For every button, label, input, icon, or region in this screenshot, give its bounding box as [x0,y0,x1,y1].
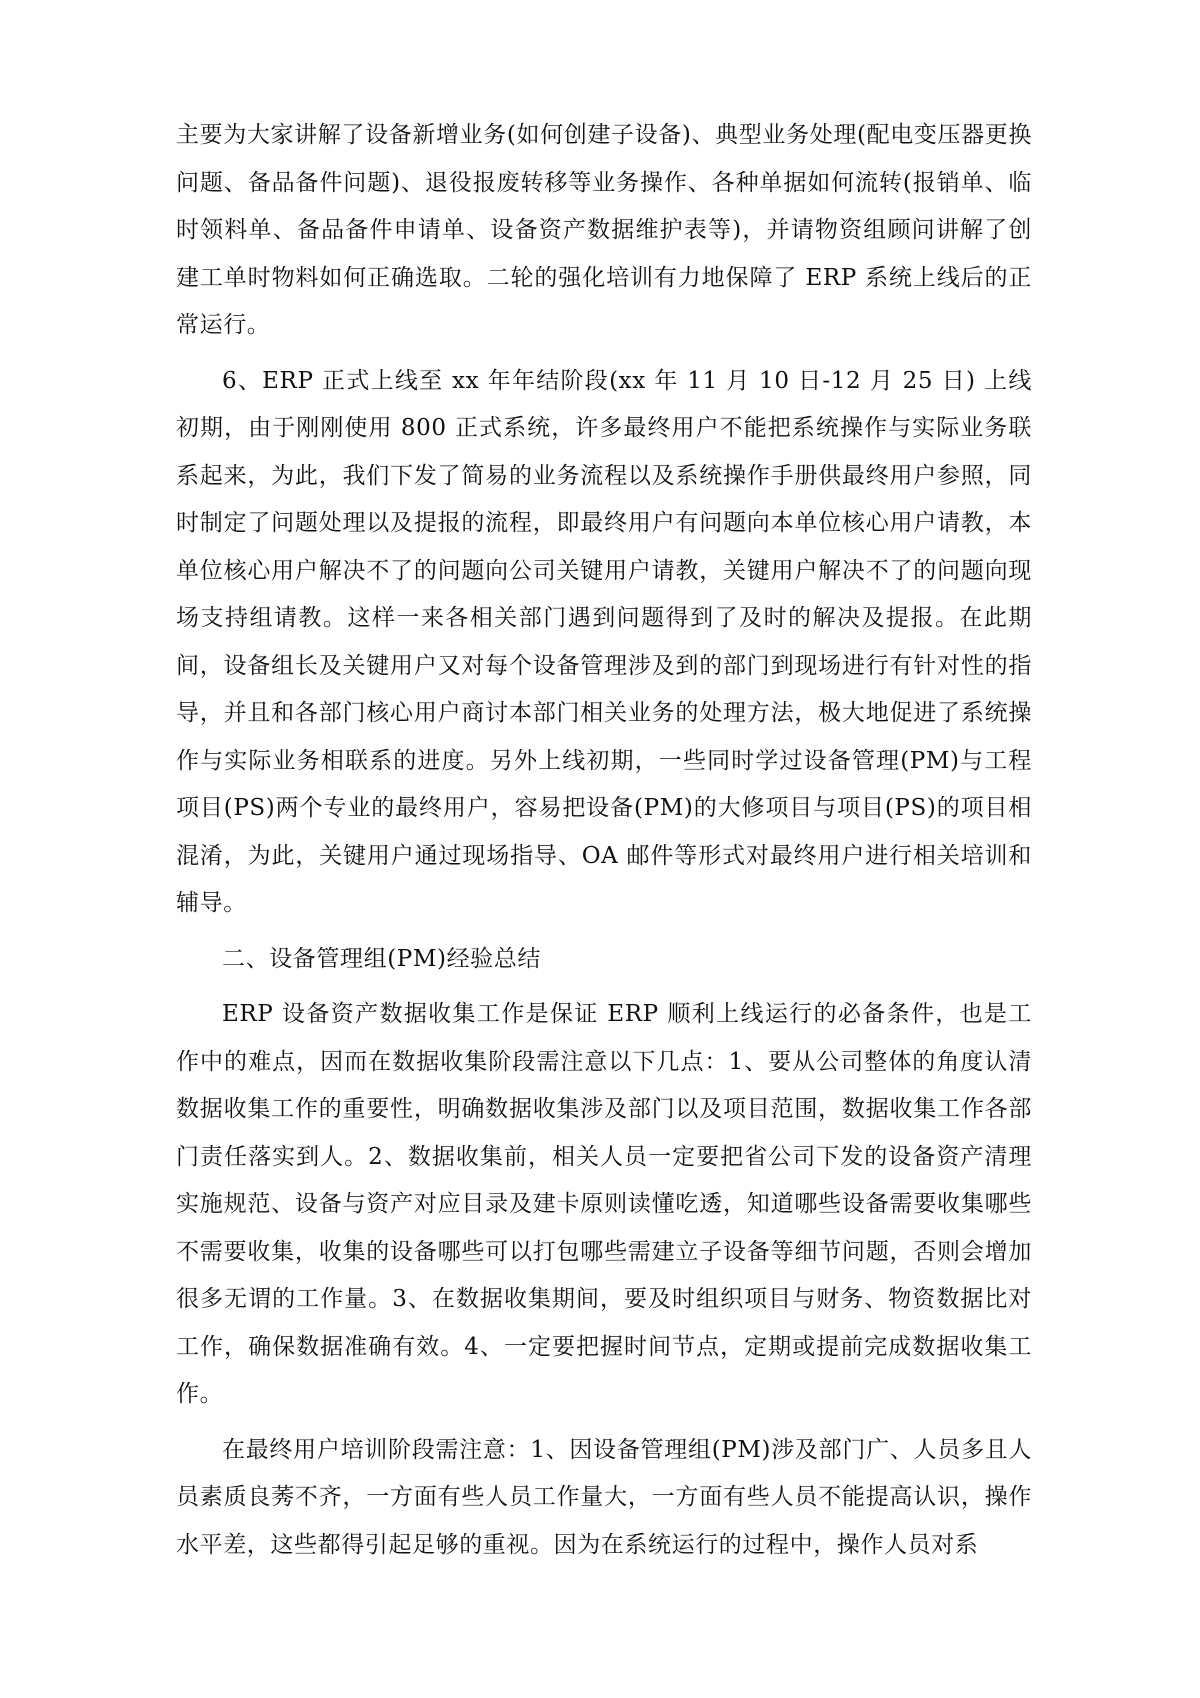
paragraph-end-user-training: 在最终用户培训阶段需注意：1、因设备管理组(PM)涉及部门广、人员多且人员素质良莠不齐，一方面有些人员工作量大，一方面有些人员不能提高认识，操作水平差，这些都得引起足够的重视。因为在系统运行的过程中，操作人员对系 [176,1436,1032,1558]
paragraph-training-summary: 主要为大家讲解了设备新增业务(如何创建子设备)、典型业务处理(配电变压器更换问题、备品备件问题)、退役报废转移等业务操作、各种单据如何流转(报销单、临时领料单、备品备件申请单、设备资产数据维护表等)，并请物资组顾问讲解了创建工单时物料如何正确选取。二轮的强化培训有力地保障了 ERP 系统上线后的正常运行。 [176,122,1032,338]
paragraph-go-live-stage: 6、ERP 正式上线至 xx 年年结阶段(xx 年 11 月 10 日-12 月 25 日) 上线初期，由于刚刚使用 800 正式系统，许多最终用户不能把系统操作与实际业务联系起来，为此，我们下发了简易的业务流程以及系统操作手册供最终用户参照，同时制定了问题处理以及提报的流程，即最终用户有问题向本单位核心用户请教，本单位核心用户解决不了的问题向公司关键用户请教，关键用户解决不了的问题向现场支持组请教。这样一来各相关部门遇到问题得到了及时的解决及提报。在此期间，设备组长及关键用户又对每个设备管理涉及到的部门到现场进行有针对性的指导，并且和各部门核心用户商讨本部门相关业务的处理方法，极大地促进了系统操作与实际业务相联系的进度。另外上线初期，一些同时学过设备管理(PM)与工程项目(PS)两个专业的最终用户，容易把设备(PM)的大修项目与项目(PS)的项目相混淆，为此，关键用户通过现场指导、OA 邮件等形式对最终用户进行相关培训和辅导。 [176,367,1032,916]
document-body [176,112,1032,1577]
paragraph-data-collection: ERP 设备资产数据收集工作是保证 ERP 顺利上线运行的必备条件，也是工作中的难点，因而在数据收集阶段需注意以下几点：1、要从公司整体的角度认清数据收集工作的重要性，明确数据收集涉及部门以及项目范围，数据收集工作各部门责任落实到人。2、数据收集前，相关人员一定要把省公司下发的设备资产清理实施规范、设备与资产对应目录及建卡原则读懂吃透，知道哪些设备需要收集哪些不需要收集，收集的设备哪些可以打包哪些需建立子设备等细节问题，否则会增加很多无谓的工作量。3、在数据收集期间，要及时组织项目与财务、物资数据比对工作，确保数据准确有效。4、一定要把握时间节点，定期或提前完成数据收集工作。 [176,1001,1032,1407]
section-heading-pm-experience: 二、设备管理组(PM)经验总结 [222,945,541,972]
